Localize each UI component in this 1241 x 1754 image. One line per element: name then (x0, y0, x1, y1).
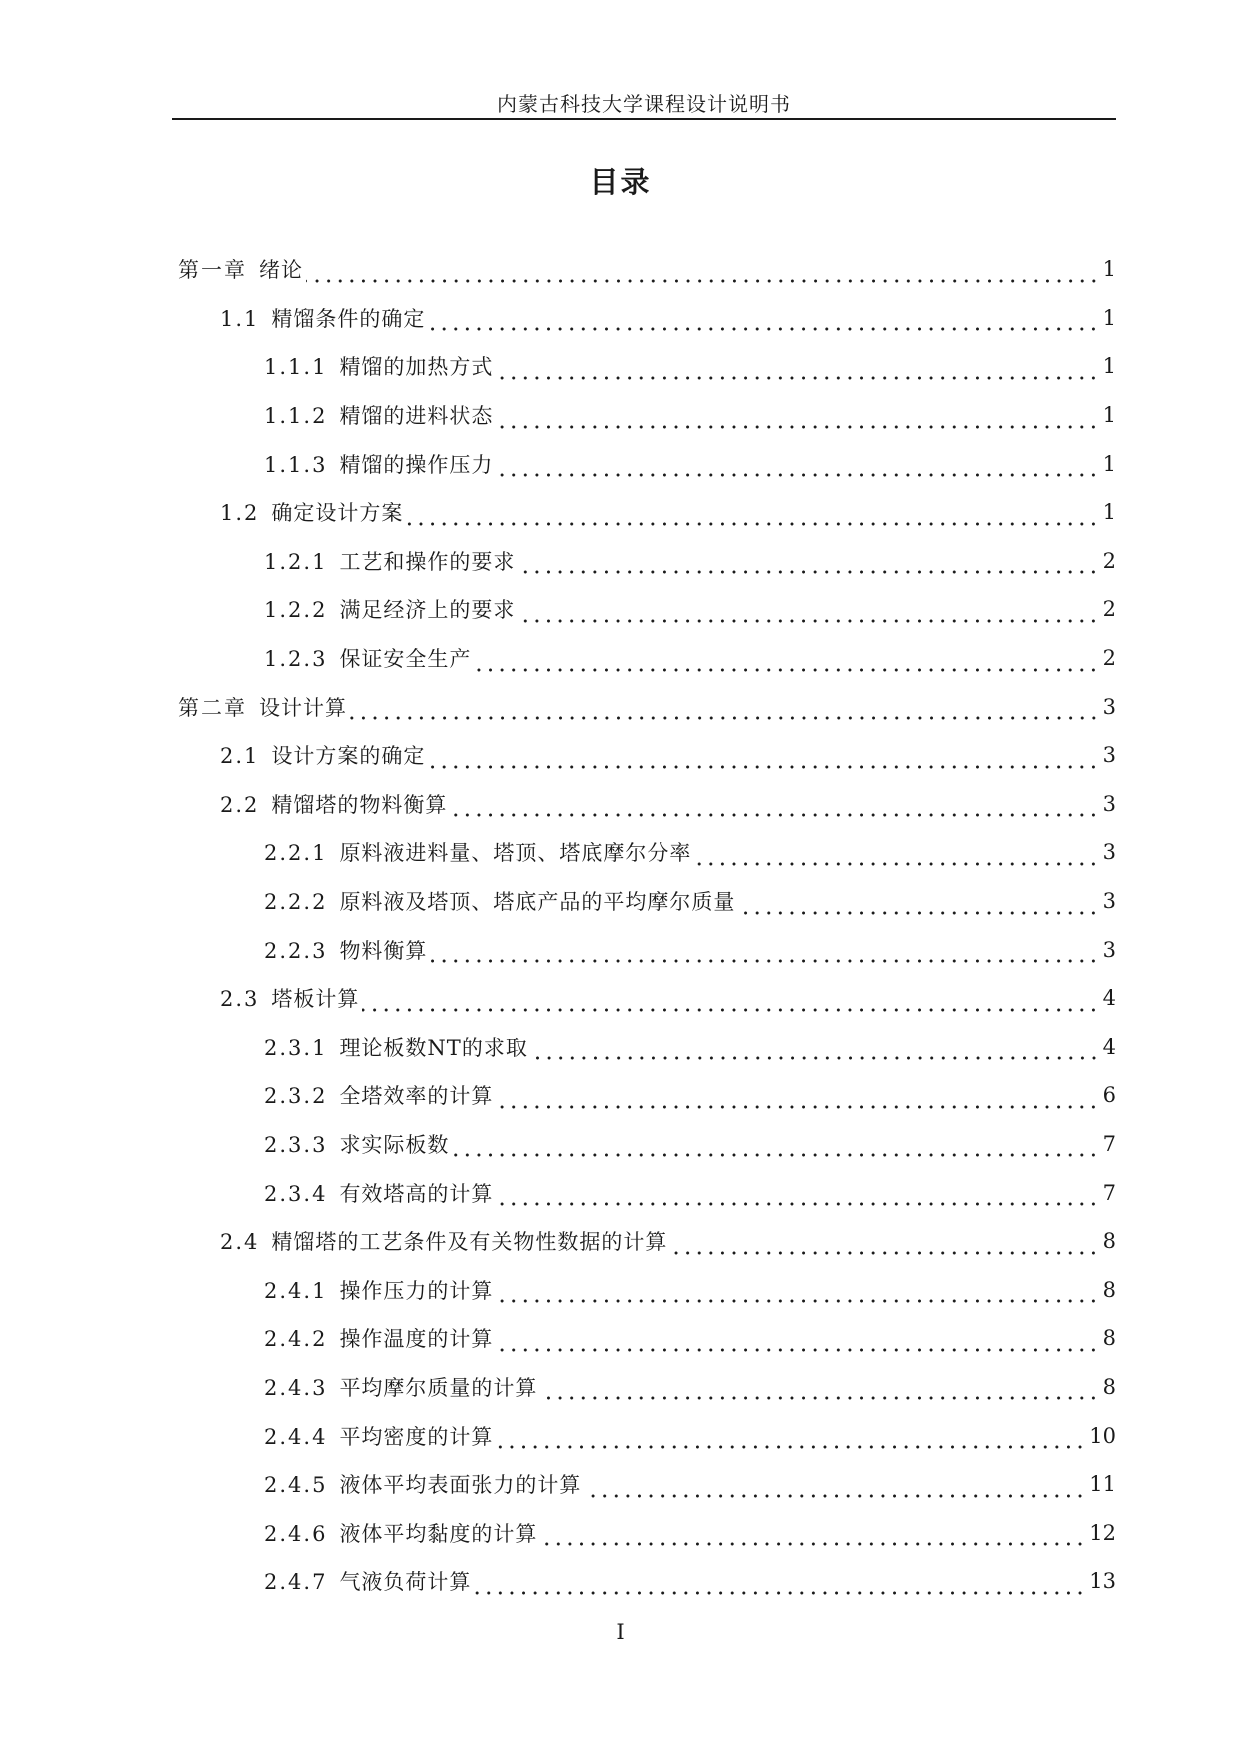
toc-entry[interactable] (178, 1411, 1116, 1460)
toc-entry-label (264, 643, 471, 673)
toc-entry-page: 3 (1102, 694, 1116, 719)
toc-entry-title: 精馏塔的物料衡算 (271, 792, 448, 817)
toc-entry-title: 全塔效率的计算 (339, 1084, 494, 1109)
toc-entry-label (264, 1275, 493, 1305)
toc-dot-leader (428, 311, 1099, 332)
toc-entry-number: 1.1.2 (264, 404, 328, 429)
toc-dot-leader (430, 943, 1099, 964)
toc-entry-title: 精馏条件的确定 (271, 306, 426, 331)
toc-entry-title: 确定设计方案 (271, 501, 404, 526)
toc-entry-label (178, 254, 303, 284)
toc-entry-page: 1 (1102, 305, 1116, 330)
toc-entry[interactable] (178, 877, 1116, 926)
toc-entry[interactable] (178, 342, 1116, 391)
toc-entry-label (264, 1518, 537, 1548)
toc-entry-number: 2.4 (220, 1230, 260, 1255)
toc-entry-number: 2.2.2 (264, 890, 328, 915)
toc-entry-number: 1.2.3 (264, 647, 328, 672)
toc-entry-number: 2.4.5 (264, 1473, 328, 1498)
toc-entry[interactable] (178, 828, 1116, 877)
toc-dot-leader (540, 1380, 1099, 1401)
toc-entry-label (220, 497, 403, 527)
toc-entry-label (264, 886, 735, 916)
toc-entry-label (264, 1080, 493, 1110)
toc-entry-label (264, 400, 493, 430)
toc-entry-title: 设计方案的确定 (271, 744, 426, 769)
toc-entry-number: 1.2 (220, 501, 260, 526)
toc-entry-page: 8 (1102, 1277, 1116, 1302)
toc-entry[interactable] (178, 1071, 1116, 1120)
header-rule (172, 118, 1116, 120)
toc-entry[interactable] (178, 1265, 1116, 1314)
toc-dot-leader (584, 1478, 1086, 1499)
toc-entry-number: 2.3.3 (264, 1132, 328, 1157)
toc-entry-title: 物料衡算 (339, 938, 428, 963)
toc-entry-label (264, 546, 515, 576)
toc-entry-page: 1 (1102, 257, 1116, 282)
toc-dot-leader (406, 506, 1099, 527)
toc-entry-number: 1.2.1 (264, 549, 328, 574)
toc-dot-leader (496, 360, 1099, 381)
toc-entry-label (264, 1566, 471, 1596)
page-number: I (616, 1620, 625, 1644)
toc-entry-title: 原料液及塔顶、塔底产品的平均摩尔质量 (339, 890, 736, 915)
toc-entry-label (264, 1421, 493, 1451)
toc-entry[interactable] (178, 1217, 1116, 1266)
toc-entry-title: 有效塔高的计算 (339, 1181, 494, 1206)
toc-entry-number: 2.1 (220, 744, 260, 769)
toc-entry-label (220, 1226, 667, 1256)
toc-entry-label (264, 1323, 493, 1353)
toc-dot-leader (496, 457, 1099, 478)
toc-dot-leader (450, 797, 1099, 818)
toc-entry-number: 2.4.1 (264, 1278, 328, 1303)
toc-entry-title: 精馏的操作压力 (339, 452, 494, 477)
toc-entry-page: 12 (1089, 1520, 1116, 1545)
toc-entry-page: 7 (1102, 1180, 1116, 1205)
toc-entry[interactable] (178, 245, 1116, 294)
toc-entry-page: 2 (1102, 548, 1116, 573)
toc-entry-number: 2.3 (220, 987, 260, 1012)
toc-entry-page: 1 (1102, 354, 1116, 379)
toc-entry-page: 3 (1102, 743, 1116, 768)
toc-entry-label (220, 983, 359, 1013)
toc-entry-label (264, 1372, 537, 1402)
toc-entry-number: 2.4.3 (264, 1375, 328, 1400)
toc-entry-title: 精馏塔的工艺条件及有关物性数据的计算 (271, 1230, 668, 1255)
toc-entry-title: 工艺和操作的要求 (339, 549, 516, 574)
toc-dot-leader (496, 1332, 1099, 1353)
toc-entry-label (264, 935, 427, 965)
toc-dot-leader (452, 1137, 1099, 1158)
toc-dot-leader (496, 1429, 1086, 1450)
toc-entry[interactable] (178, 488, 1116, 537)
running-header: 内蒙古科技大学课程设计说明书 (497, 92, 791, 116)
toc-dot-leader (694, 846, 1099, 867)
toc-entry-page: 3 (1102, 791, 1116, 816)
toc-entry-page: 8 (1102, 1229, 1116, 1254)
toc-entry-number: 第一章 (178, 258, 247, 283)
toc-entry[interactable] (178, 439, 1116, 488)
toc-dot-leader (496, 1283, 1099, 1304)
page-title: 目录 (589, 165, 652, 199)
toc-entry-number: 2.2 (220, 792, 260, 817)
toc-entry-number: 1.1 (220, 306, 260, 331)
toc-entry-title: 液体平均表面张力的计算 (339, 1473, 582, 1498)
toc-entry-page: 8 (1102, 1374, 1116, 1399)
toc-dot-leader (496, 1089, 1099, 1110)
toc-entry-page: 3 (1102, 889, 1116, 914)
toc-entry-number: 2.4.7 (264, 1570, 328, 1595)
toc-entry-page: 1 (1102, 451, 1116, 476)
toc-entry-label (220, 303, 425, 333)
toc-dot-leader (670, 1235, 1099, 1256)
toc-entry-page: 8 (1102, 1326, 1116, 1351)
toc-entry-title: 精馏的加热方式 (339, 355, 494, 380)
toc-dot-leader (496, 1186, 1099, 1207)
toc-entry-page: 1 (1102, 500, 1116, 525)
toc-entry-title: 平均摩尔质量的计算 (339, 1375, 538, 1400)
toc-entry-label (264, 1469, 581, 1499)
toc-entry[interactable] (178, 1508, 1116, 1557)
toc-entry-page: 4 (1102, 1034, 1116, 1059)
toc-entry[interactable] (178, 1460, 1116, 1509)
toc-entry-title: 理论板数NT的求取 (339, 1035, 528, 1060)
toc-entry-label (220, 740, 425, 770)
toc-entry[interactable] (178, 391, 1116, 440)
toc-entry-page: 7 (1102, 1131, 1116, 1156)
toc-entry-title: 操作温度的计算 (339, 1327, 494, 1352)
toc-entry-label (264, 1032, 528, 1062)
toc-entry-title: 绪论 (259, 258, 303, 283)
toc-entry-number: 2.3.2 (264, 1084, 328, 1109)
table-of-contents (178, 245, 1116, 1606)
toc-entry-label (264, 594, 515, 624)
toc-entry-number: 2.4.6 (264, 1521, 328, 1546)
toc-entry-label (264, 351, 493, 381)
toc-entry-title: 操作压力的计算 (339, 1278, 494, 1303)
toc-dot-leader (428, 749, 1099, 770)
toc-entry-page: 11 (1089, 1472, 1116, 1497)
toc-entry[interactable] (178, 1557, 1116, 1606)
toc-entry-label (264, 1178, 493, 1208)
toc-entry-number: 第二章 (178, 695, 247, 720)
toc-entry[interactable] (178, 682, 1116, 731)
toc-entry[interactable] (178, 731, 1116, 780)
toc-dot-leader (738, 895, 1099, 916)
toc-entry-page: 4 (1102, 986, 1116, 1011)
toc-entry-number: 1.1.1 (264, 355, 328, 380)
toc-entry-label (264, 1129, 449, 1159)
toc-entry-title: 塔板计算 (271, 987, 360, 1012)
toc-dot-leader (540, 1526, 1086, 1547)
toc-dot-leader (496, 409, 1099, 430)
toc-entry[interactable] (178, 780, 1116, 829)
toc-entry[interactable] (178, 1023, 1116, 1072)
toc-dot-leader (474, 652, 1099, 673)
toc-entry-number: 1.2.2 (264, 598, 328, 623)
toc-entry-title: 精馏的进料状态 (339, 404, 494, 429)
toc-dot-leader (531, 1040, 1100, 1061)
toc-entry-page: 3 (1102, 840, 1116, 865)
toc-entry-title: 平均密度的计算 (339, 1424, 494, 1449)
toc-entry[interactable] (178, 585, 1116, 634)
toc-entry-title: 液体平均黏度的计算 (339, 1521, 538, 1546)
toc-entry-title: 满足经济上的要求 (339, 598, 516, 623)
toc-entry[interactable] (178, 925, 1116, 974)
toc-dot-leader (518, 603, 1099, 624)
toc-entry-number: 2.3.1 (264, 1035, 328, 1060)
toc-dot-leader (350, 700, 1100, 721)
toc-entry[interactable] (178, 1363, 1116, 1412)
toc-entry-page: 10 (1089, 1423, 1116, 1448)
toc-entry-number: 2.2.3 (264, 938, 328, 963)
toc-entry-label (178, 692, 347, 722)
toc-dot-leader (306, 263, 1100, 284)
toc-entry[interactable] (178, 1314, 1116, 1363)
toc-entry-number: 2.4.4 (264, 1424, 328, 1449)
toc-entry-page: 6 (1102, 1083, 1116, 1108)
toc-entry-title: 原料液进料量、塔顶、塔底摩尔分率 (339, 841, 692, 866)
toc-entry-label (264, 449, 493, 479)
toc-entry-label (220, 789, 447, 819)
toc-dot-leader (362, 992, 1099, 1013)
toc-entry-number: 2.4.2 (264, 1327, 328, 1352)
toc-dot-leader (474, 1575, 1086, 1596)
toc-entry[interactable] (178, 1120, 1116, 1169)
toc-entry-number: 1.1.3 (264, 452, 328, 477)
toc-entry-page: 1 (1102, 403, 1116, 428)
toc-entry[interactable] (178, 974, 1116, 1023)
toc-entry-page: 2 (1102, 597, 1116, 622)
toc-entry-number: 2.3.4 (264, 1181, 328, 1206)
toc-entry-page: 2 (1102, 646, 1116, 671)
toc-entry[interactable] (178, 537, 1116, 586)
toc-entry-title: 保证安全生产 (339, 647, 472, 672)
toc-entry[interactable] (178, 1168, 1116, 1217)
toc-entry-title: 设计计算 (259, 695, 347, 720)
toc-dot-leader (518, 554, 1099, 575)
toc-entry-page: 3 (1102, 937, 1116, 962)
toc-entry-page: 13 (1089, 1569, 1116, 1594)
toc-entry[interactable] (178, 294, 1116, 343)
toc-entry-number: 2.2.1 (264, 841, 328, 866)
toc-entry-label (264, 837, 691, 867)
toc-entry[interactable] (178, 634, 1116, 683)
toc-entry-title: 求实际板数 (339, 1132, 450, 1157)
toc-entry-title: 气液负荷计算 (339, 1570, 472, 1595)
